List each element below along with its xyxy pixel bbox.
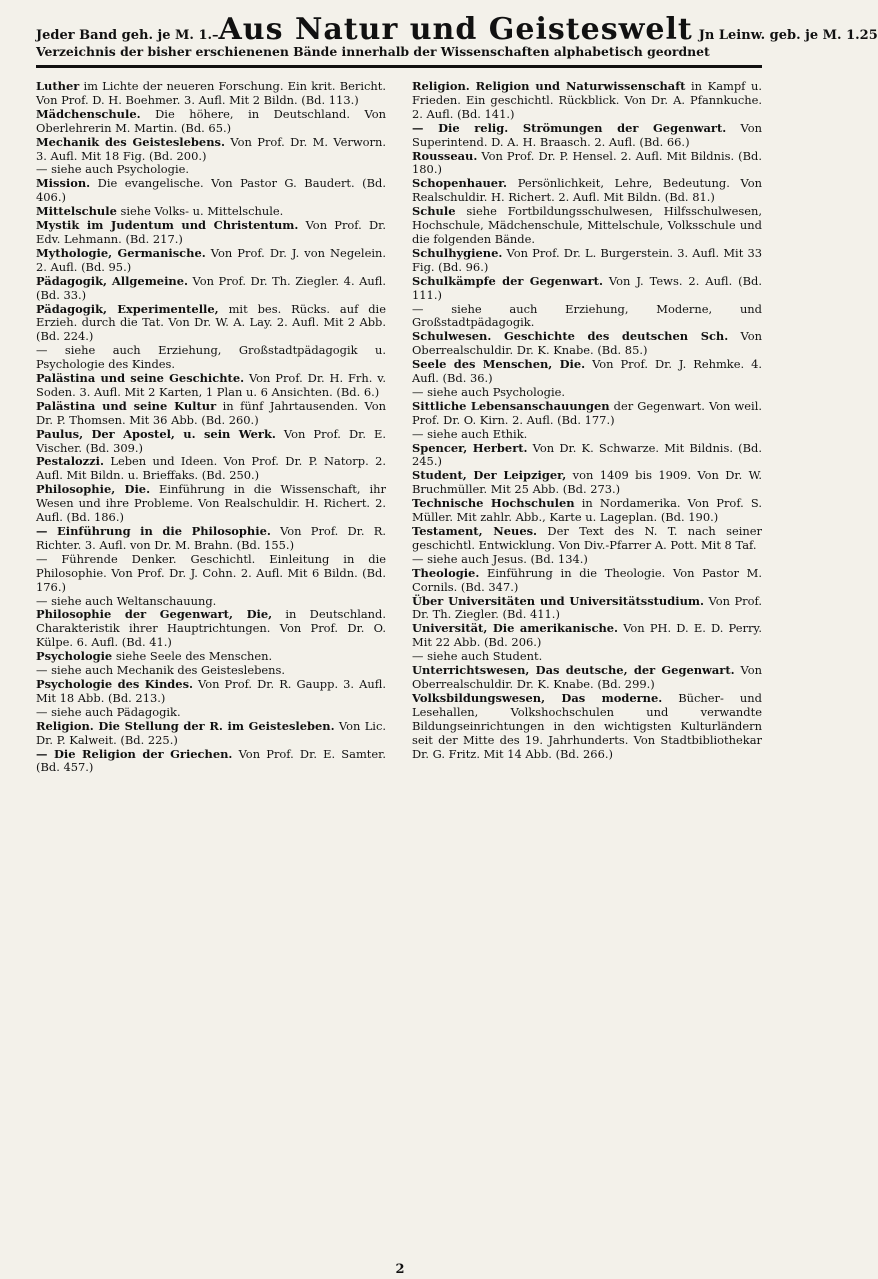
catalog-entry (412, 150, 762, 178)
catalog-entry (36, 595, 386, 609)
catalog-entry (36, 608, 386, 650)
entry-heading: Schulkämpfe der Gegenwart. (412, 273, 603, 288)
entry-heading: Über Universitäten und Universitätsstudium. (412, 593, 704, 608)
catalog-entry (36, 177, 386, 205)
catalog-entry (412, 497, 762, 525)
catalog-entry (36, 748, 386, 776)
entry-heading: Pädagogik, Experimentelle, (36, 301, 219, 316)
page-number: 2 (395, 1262, 405, 1277)
entry-text: Von J. Tews. 2. Aufl. (Bd. 111.) (412, 273, 762, 302)
catalog-entry (36, 650, 386, 664)
entry-text: in Nordamerika. Von Prof. S. Müller. Mit zahlr. Abb., Karte u. Lageplan. (Bd. 190.) (412, 496, 762, 525)
entry-text: siehe Volks- u. Mittelschule. (116, 204, 284, 219)
catalog-entry (412, 442, 762, 470)
entry-heading: — Die Religion der Griechen. (36, 746, 233, 761)
entry-text: Von Prof. Dr. Th. Ziegler. (Bd. 411.) (412, 593, 762, 622)
entry-text: — Führende Denker. Geschichtl. Einleitung in die Philosophie. Von Prof. Dr. J. Cohn. 2. Aufl. Mit 6 Bildn. (Bd. 176.) (36, 551, 386, 594)
entry-text: — siehe auch Mechanik des Geisteslebens. (36, 663, 286, 678)
entry-heading: Mittelschule (36, 204, 117, 219)
entry-text: — siehe auch Pädagogik. (36, 704, 181, 719)
page-header (36, 12, 878, 47)
entry-text: Von Prof. Dr. J. Rehmke. 4. Aufl. (Bd. 36.) (412, 357, 762, 386)
entry-heading: Rousseau. (412, 148, 478, 163)
entry-text: Die evangelische. Von Pastor G. Baudert. (Bd. 406.) (36, 176, 386, 205)
entry-text: Von Dr. K. Schwarze. Mit Bildnis. (Bd. 245.) (412, 440, 762, 469)
entry-text: — siehe auch Psychologie. (36, 162, 190, 177)
entry-text: — siehe auch Jesus. (Bd. 134.) (412, 551, 588, 566)
entry-text: Von Prof. Dr. L. Burgerstein. 3. Aufl. Mit 33 Fig. (Bd. 96.) (412, 245, 762, 274)
entry-text: Von Prof. Dr. E. Samter. (Bd. 457.) (36, 746, 387, 775)
catalog-entry (412, 205, 762, 247)
entry-heading: Pestalozzi. (36, 454, 104, 469)
catalog-entry (412, 122, 762, 150)
catalog-entry (412, 567, 762, 595)
entry-text: Von Oberrealschuldir. Dr. K. Knabe. (Bd. 299.) (412, 663, 762, 691)
entry-text: — siehe auch Erziehung, Moderne, und Großstadtpädagogik. (412, 301, 762, 330)
catalog-entry (36, 219, 386, 247)
entry-text: Von Prof. Dr. H. Frh. v. Soden. 3. Aufl. Mit 2 Karten, 1 Plan u. 6 Ansichten. (Bd. 6.) (36, 371, 386, 399)
entry-heading: Schulwesen. Geschichte des deutschen Sch. (412, 329, 729, 344)
catalog-entry (36, 455, 386, 483)
catalog-entry (412, 469, 762, 497)
entry-heading: — Die relig. Strömungen der Gegenwart. (412, 120, 727, 135)
entry-text: Von Prof. Dr. Edv. Lehmann. (Bd. 217.) (36, 218, 386, 246)
entry-text: Von Prof. Dr. R. Richter. 3. Aufl. von Dr. M. Brahn. (Bd. 155.) (36, 524, 387, 552)
catalog-entry (412, 622, 762, 650)
catalog-entry (36, 108, 386, 136)
catalog-entry (412, 386, 762, 400)
entry-text: mit bes. Rücks. auf die Erzieh. durch die Tat. Von Dr. W. A. Lay. 2. Aufl. Mit 2 Abb. (Bd. 224.) (36, 301, 386, 344)
entry-text: in fünf Jahrtausenden. Von Dr. P. Thomsen. Mit 36 Abb. (Bd. 260.) (36, 398, 386, 427)
catalog-entry (36, 706, 386, 720)
catalog-entry (36, 664, 386, 678)
catalog-entry (36, 80, 386, 108)
entry-text: — siehe auch Ethik. (412, 426, 528, 441)
entry-text: von 1409 bis 1909. Von Dr. W. Bruchmüller. Mit 25 Abb. (Bd. 273.) (412, 468, 762, 497)
entry-text: der Gegenwart. Von weil. Prof. Dr. O. Kirn. 2. Aufl. (Bd. 177.) (412, 398, 762, 427)
catalog-entry (36, 303, 386, 345)
entry-text: Leben und Ideen. Von Prof. Dr. P. Natorp. 2. Aufl. Mit Bildn. u. Brieffaks. (Bd. 250.) (36, 454, 386, 483)
entry-heading: Mechanik des Geisteslebens. (36, 134, 225, 149)
entry-heading: Theologie. (412, 565, 480, 580)
entry-text: Einführung in die Theologie. Von Pastor M. Cornils. (Bd. 347.) (412, 565, 762, 594)
catalog-entry (412, 650, 762, 664)
entry-heading: Mädchenschule. (36, 106, 141, 121)
header-subtitle: Verzeichnis der bisher erschienenen Bände innerhalb der Wissenschaften alphabetisch geordnet (36, 44, 710, 59)
catalog-entry (36, 247, 386, 275)
catalog-entry (36, 525, 386, 553)
catalog-entry (412, 664, 762, 692)
price-cloth: Jn Leinw. geb. je M. 1.25 (698, 28, 878, 43)
entry-text: in Deutschland. Charakteristik ihrer Hauptrichtungen. Von Prof. Dr. O. Külpe. 6. Aufl. (Bd. 41.) (36, 607, 387, 650)
catalog-entry (36, 553, 386, 595)
entry-heading: Psychologie des Kindes. (36, 676, 193, 691)
entry-heading: Philosophie, Die. (36, 482, 151, 497)
entry-heading: Mystik im Judentum und Christentum. (36, 218, 299, 233)
catalog-entry (412, 553, 762, 567)
catalog-entry (412, 400, 762, 428)
entry-heading: Seele des Menschen, Die. (412, 357, 586, 372)
entry-heading: Sittliche Lebensanschauungen (412, 398, 610, 413)
entry-heading: Schulhygiene. (412, 245, 503, 260)
entry-text: — siehe auch Student. (412, 649, 543, 664)
entry-heading: Paulus, Der Apostel, u. sein Werk. (36, 426, 276, 441)
catalog-entry (36, 428, 386, 456)
catalog-entry (36, 275, 386, 303)
entry-heading: Technische Hochschulen (412, 496, 575, 511)
entry-heading: Universität, Die amerikanische. (412, 621, 619, 636)
catalog-entry (412, 428, 762, 442)
catalog-entry (36, 344, 386, 372)
entry-text: Von Prof. Dr. P. Hensel. 2. Aufl. Mit Bildnis. (Bd. 180.) (412, 148, 762, 177)
left-column (36, 80, 386, 775)
catalog-entry (36, 483, 386, 525)
entry-heading: Schopenhauer. (412, 176, 508, 191)
entry-text: Einführung in die Wissenschaft, ihr Wesen und ihre Probleme. Von Realschuldir. H. Richert. 2. Aufl. (Bd. 186.) (36, 482, 386, 525)
entry-text: Von Lic. Dr. P. Kalweit. (Bd. 225.) (36, 718, 386, 747)
entry-heading: — Einführung in die Philosophie. (36, 524, 271, 538)
catalog-entry (412, 303, 762, 331)
header-rule (36, 65, 762, 68)
catalog-entry (412, 692, 762, 762)
entry-heading: Volksbildungswesen, Das moderne. (412, 690, 663, 705)
entry-text: — siehe auch Erziehung, Großstadtpädagogik u. Psychologie des Kindes. (36, 343, 386, 372)
entry-heading: Psychologie (36, 649, 113, 664)
catalog-entry (36, 163, 386, 177)
entry-heading: Pädagogik, Allgemeine. (36, 273, 188, 288)
entry-text: Die höhere, in Deutschland. Von Oberlehrerin M. Martin. (Bd. 65.) (36, 106, 386, 135)
entry-text: — siehe auch Weltanschauung. (36, 593, 217, 608)
entry-text: Von Oberrealschuldir. Dr. K. Knabe. (Bd. 85.) (412, 329, 762, 358)
price-paper: Jeder Band geh. je M. 1.– (36, 28, 219, 43)
series-title: Aus Natur und Geisteswelt (218, 12, 693, 47)
catalog-entry (36, 372, 386, 400)
entry-heading: Luther (36, 79, 80, 93)
columns (36, 80, 762, 775)
entry-text: Von Prof. Dr. Th. Ziegler. 4. Aufl. (Bd. 33.) (36, 273, 387, 302)
right-column (412, 80, 762, 775)
entry-text: — siehe auch Psychologie. (412, 384, 566, 399)
entry-heading: Religion. Die Stellung der R. im Geistesleben. (36, 718, 335, 733)
catalog-entry (412, 525, 762, 553)
entry-heading: Philosophie der Gegenwart, Die, (36, 607, 273, 622)
entry-text: Der Text des N. T. nach seiner geschichtl. Entwicklung. Von Div.-Pfarrer A. Pott. Mit 8 Taf. (412, 524, 762, 552)
entry-heading: Mission. (36, 176, 91, 191)
entry-heading: Spencer, Herbert. (412, 440, 528, 455)
entry-heading: Student, Der Leipziger, (412, 468, 567, 483)
entry-text: in Kampf u. Frieden. Ein geschichtl. Rückblick. Von Dr. A. Pfannkuche. 2. Aufl. (Bd. 141.) (412, 79, 763, 121)
entry-text: Persönlichkeit, Lehre, Bedeutung. Von Realschuldir. H. Richert. 2. Aufl. Mit Bildn. (Bd. 81.) (412, 176, 762, 205)
catalog-entry (412, 330, 762, 358)
catalog-entry (412, 177, 762, 205)
entry-text: Von Prof. Dr. R. Gaupp. 3. Aufl. Mit 18 Abb. (Bd. 213.) (36, 676, 386, 705)
catalog-entry (36, 720, 386, 748)
entry-text: siehe Seele des Menschen. (112, 649, 273, 664)
entry-text: Von Prof. Dr. E. Vischer. (Bd. 309.) (36, 426, 386, 455)
entry-text: Von PH. D. E. D. Perry. Mit 22 Abb. (Bd. 206.) (412, 621, 763, 650)
entry-heading: Religion. Religion und Naturwissenschaft (412, 79, 686, 93)
catalog-entry (36, 205, 386, 219)
entry-heading: Unterrichtswesen, Das deutsche, der Gegenwart. (412, 663, 735, 678)
catalog-entry (36, 678, 386, 706)
entry-text: im Lichte der neueren Forschung. Ein krit. Bericht. Von Prof. D. H. Boehmer. 3. Aufl. Mit 2 Bildn. (Bd. 113.) (36, 79, 386, 107)
catalog-entry (412, 80, 762, 122)
catalog-entry (36, 400, 386, 428)
entry-heading: Testament, Neues. (412, 524, 538, 538)
entry-heading: Schule (412, 204, 456, 219)
entry-text: Von Prof. Dr. M. Verworn. 3. Aufl. Mit 18 Fig. (Bd. 200.) (36, 134, 386, 163)
entry-text: Von Superintend. D. A. H. Braasch. 2. Aufl. (Bd. 66.) (412, 120, 762, 149)
catalog-entry (412, 595, 762, 623)
entry-heading: Mythologie, Germanische. (36, 245, 206, 260)
entry-heading: Palästina und seine Kultur (36, 398, 217, 413)
entry-heading: Palästina und seine Geschichte. (36, 371, 245, 386)
entry-text: Bücher- und Lesehallen, Volkshochschulen und verwandte Bildungseinrichtungen in den wichtigsten Kulturländern seit der Mitte des 19. Jahrhunderts. Von Stadtbibliothekar Dr. G. Fritz. Mit 14 Abb. (Bd. 266.) (412, 690, 762, 761)
catalog-entry (412, 358, 762, 386)
catalog-entry (36, 136, 386, 164)
entry-text: Von Prof. Dr. J. von Negelein. 2. Aufl. (Bd. 95.) (36, 245, 386, 274)
catalog-entry (412, 247, 762, 275)
entry-text: siehe Fortbildungsschulwesen, Hilfsschulwesen, Hochschule, Mädchenschule, Mittelschule, Volksschule und die folgenden Bände. (412, 204, 762, 246)
catalog-entry (412, 275, 762, 303)
